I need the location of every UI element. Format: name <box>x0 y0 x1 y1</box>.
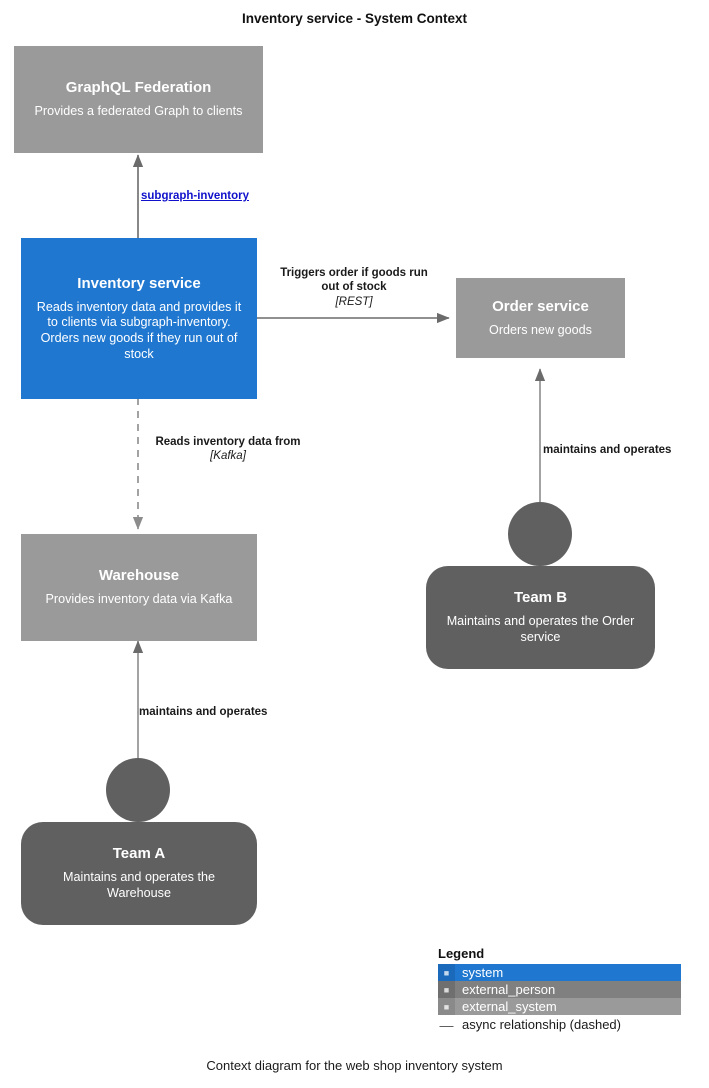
node-description: Maintains and operates the Warehouse <box>63 870 215 900</box>
node-graphql-federation[interactable] <box>14 46 263 153</box>
node-description: Provides inventory data via Kafka <box>45 592 233 607</box>
legend-item-async-relationship <box>438 1015 681 1034</box>
node-warehouse[interactable] <box>21 534 257 641</box>
legend-item-external-system <box>438 998 681 1015</box>
edge-label-technology: [REST] <box>335 295 373 308</box>
edge-label-technology: [Kafka] <box>210 450 246 463</box>
legend <box>438 946 681 1034</box>
node-description: Provides a federated Graph to clients <box>34 104 243 119</box>
node-description: Reads inventory data and provides it to clients via subgraph-inventory. Orders new goods if they run out of stock <box>36 299 242 361</box>
legend-item-label: external_person <box>462 982 556 997</box>
legend-title: Legend <box>438 946 485 961</box>
dash-line-icon: — <box>439 1016 454 1033</box>
edge-label-text: Reads inventory data from <box>155 436 301 448</box>
node-title: Team B <box>513 589 568 607</box>
legend-swatch-icon: ■ <box>438 981 455 998</box>
legend-item-system <box>438 964 681 981</box>
team-b-head <box>508 502 572 566</box>
edge-label-text: Triggers order if goods run out of stock <box>280 267 428 294</box>
node-title: GraphQL Federation <box>65 79 212 97</box>
edge-label-reads-inventory <box>140 435 316 464</box>
edge-label-teamb-maintains: maintains and operates <box>543 444 672 456</box>
legend-item-label: async relationship (dashed) <box>462 1017 621 1032</box>
legend-item-label: system <box>462 965 504 980</box>
page-title: Inventory service - System Context <box>241 11 468 26</box>
legend-swatch-icon: ■ <box>438 998 455 1015</box>
node-title: Warehouse <box>98 567 180 585</box>
node-order-service[interactable] <box>456 278 625 358</box>
node-title: Inventory service <box>77 274 201 292</box>
node-description: Orders new goods <box>489 322 592 337</box>
legend-item-label: external_system <box>462 999 557 1014</box>
node-team-a[interactable] <box>21 822 257 925</box>
edge-label-subgraph-inventory[interactable]: subgraph-inventory <box>141 190 249 202</box>
node-title: Team A <box>112 845 166 863</box>
node-description: Maintains and operates the Order service <box>446 614 635 644</box>
edge-label-triggers-order <box>276 266 432 309</box>
legend-swatch-icon: ■ <box>438 964 455 981</box>
node-team-b[interactable] <box>426 566 655 669</box>
legend-item-external-person <box>438 981 681 998</box>
node-title: Order service <box>492 297 589 315</box>
node-inventory-service[interactable] <box>21 238 257 399</box>
team-a-head <box>106 758 170 822</box>
diagram-caption: Context diagram for the web shop inventory system <box>206 1058 503 1073</box>
edge-label-teama-maintains: maintains and operates <box>139 706 268 718</box>
